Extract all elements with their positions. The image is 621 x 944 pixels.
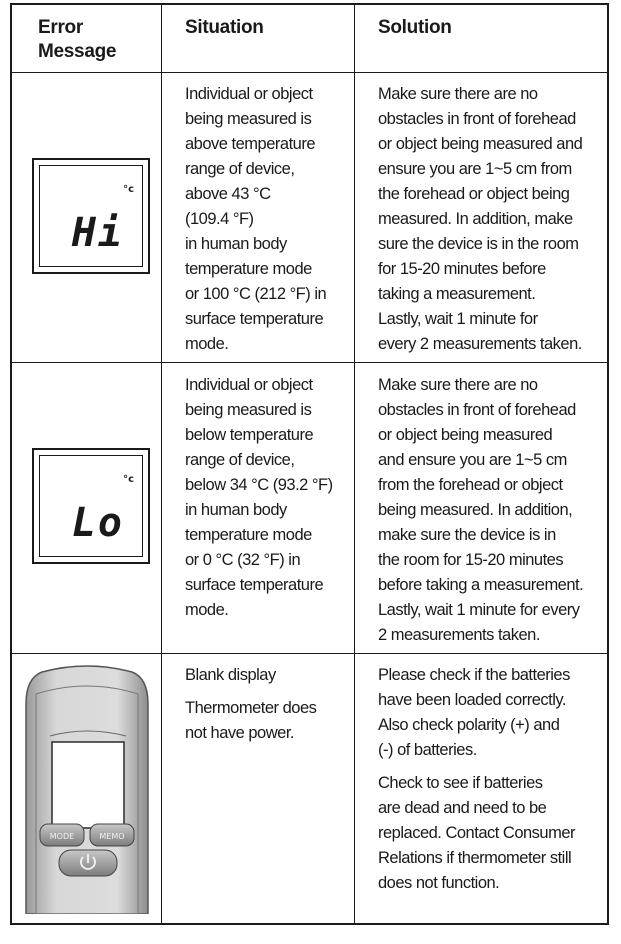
text-line: taking a measurement. — [378, 285, 536, 303]
text-line: Check to see if batteries — [378, 774, 543, 792]
row-2-situation — [185, 373, 333, 623]
text-line: mode. — [185, 335, 229, 353]
text-line: have been loaded correctly. — [378, 691, 566, 709]
text-line: or 100 °C (212 °F) in — [185, 285, 327, 303]
text-line: obstacles in front of forehead — [378, 401, 576, 419]
text-line: Individual or object — [185, 376, 313, 394]
text-line: sure the device is in the room — [378, 235, 579, 253]
lcd-screen — [39, 165, 143, 267]
row-divider-header — [12, 72, 607, 73]
text-line: replaced. Contact Consumer — [378, 824, 576, 842]
text-line: Lastly, wait 1 minute for every — [378, 601, 580, 619]
header-solution: Solution — [378, 17, 452, 38]
paragraph-gap — [378, 763, 575, 771]
text-line: being measured. In addition, — [378, 501, 573, 519]
text-line: temperature mode — [185, 526, 312, 544]
text-line: being measured is — [185, 401, 312, 419]
lcd-display-hi — [32, 158, 150, 274]
text-line: the forehead or object being — [378, 185, 570, 203]
text-line: before taking a measurement. — [378, 576, 584, 594]
memo-button-label: MEMO — [99, 832, 125, 841]
text-line: surface temperature — [185, 576, 324, 594]
lcd-screen — [39, 455, 143, 557]
text-line: every 2 measurements taken. — [378, 335, 582, 353]
text-line: does not function. — [378, 874, 500, 892]
text-line: range of device, — [185, 160, 295, 178]
text-line: mode. — [185, 601, 229, 619]
column-divider-2 — [354, 5, 355, 923]
text-line: being measured is — [185, 110, 312, 128]
text-line: Individual or object — [185, 85, 313, 103]
text-line: Relations if thermometer still — [378, 849, 572, 867]
text-line: below 34 °C (93.2 °F) — [185, 476, 333, 494]
header-error-line2: Message — [38, 41, 117, 62]
text-line: measured. In addition, make — [378, 210, 573, 228]
text-line: Thermometer does — [185, 699, 317, 717]
text-line: make sure the device is in — [378, 526, 556, 544]
paragraph-gap — [185, 688, 316, 696]
row-3-solution — [378, 663, 575, 896]
celsius-indicator: °c — [123, 184, 134, 195]
header-error-line1: Error — [38, 17, 83, 38]
text-line: 2 measurements taken. — [378, 626, 540, 644]
text-line: and ensure you are 1~5 cm — [378, 451, 567, 469]
text-line: Make sure there are no — [378, 85, 538, 103]
text-line: are dead and need to be — [378, 799, 547, 817]
text-line: obstacles in front of forehead — [378, 110, 576, 128]
text-line: ensure you are 1~5 cm from — [378, 160, 572, 178]
text-line: or 0 °C (32 °F) in — [185, 551, 301, 569]
text-line: or object being measured and — [378, 135, 583, 153]
text-line: from the forehead or object — [378, 476, 563, 494]
device-screen — [52, 742, 124, 828]
text-line: range of device, — [185, 451, 295, 469]
text-line: (109.4 °F) — [185, 210, 254, 228]
celsius-indicator: °c — [123, 474, 134, 485]
header-situation: Situation — [185, 17, 264, 38]
text-line: or object being measured — [378, 426, 553, 444]
lcd-readout: Lo — [71, 500, 124, 546]
text-line: for 15-20 minutes before — [378, 260, 546, 278]
text-line: Also check polarity (+) and — [378, 716, 560, 734]
row-1-solution — [378, 82, 582, 357]
text-line: not have power. — [185, 724, 294, 742]
text-line: in human body — [185, 235, 287, 253]
text-line: Lastly, wait 1 minute for — [378, 310, 538, 328]
lcd-display-lo — [32, 448, 150, 564]
mode-button-label: MODE — [49, 832, 75, 841]
text-line: Please check if the batteries — [378, 666, 570, 684]
row-2-solution — [378, 373, 583, 648]
text-line: below temperature — [185, 426, 314, 444]
text-line: temperature mode — [185, 260, 312, 278]
text-line: Make sure there are no — [378, 376, 538, 394]
text-line: surface temperature — [185, 310, 324, 328]
text-line: the room for 15-20 minutes — [378, 551, 564, 569]
row-3-situation — [185, 663, 316, 746]
row-divider-1 — [12, 362, 607, 363]
lcd-readout: Hi — [71, 210, 124, 256]
thermometer-device-illustration — [22, 664, 152, 914]
text-line: in human body — [185, 501, 287, 519]
text-line: above temperature — [185, 135, 316, 153]
text-line: (-) of batteries. — [378, 741, 477, 759]
column-divider-1 — [161, 5, 162, 923]
text-line: above 43 °C — [185, 185, 271, 203]
text-line: Blank display — [185, 666, 276, 684]
header-error-message — [38, 16, 116, 64]
row-1-situation — [185, 82, 326, 357]
row-divider-2 — [12, 653, 607, 654]
